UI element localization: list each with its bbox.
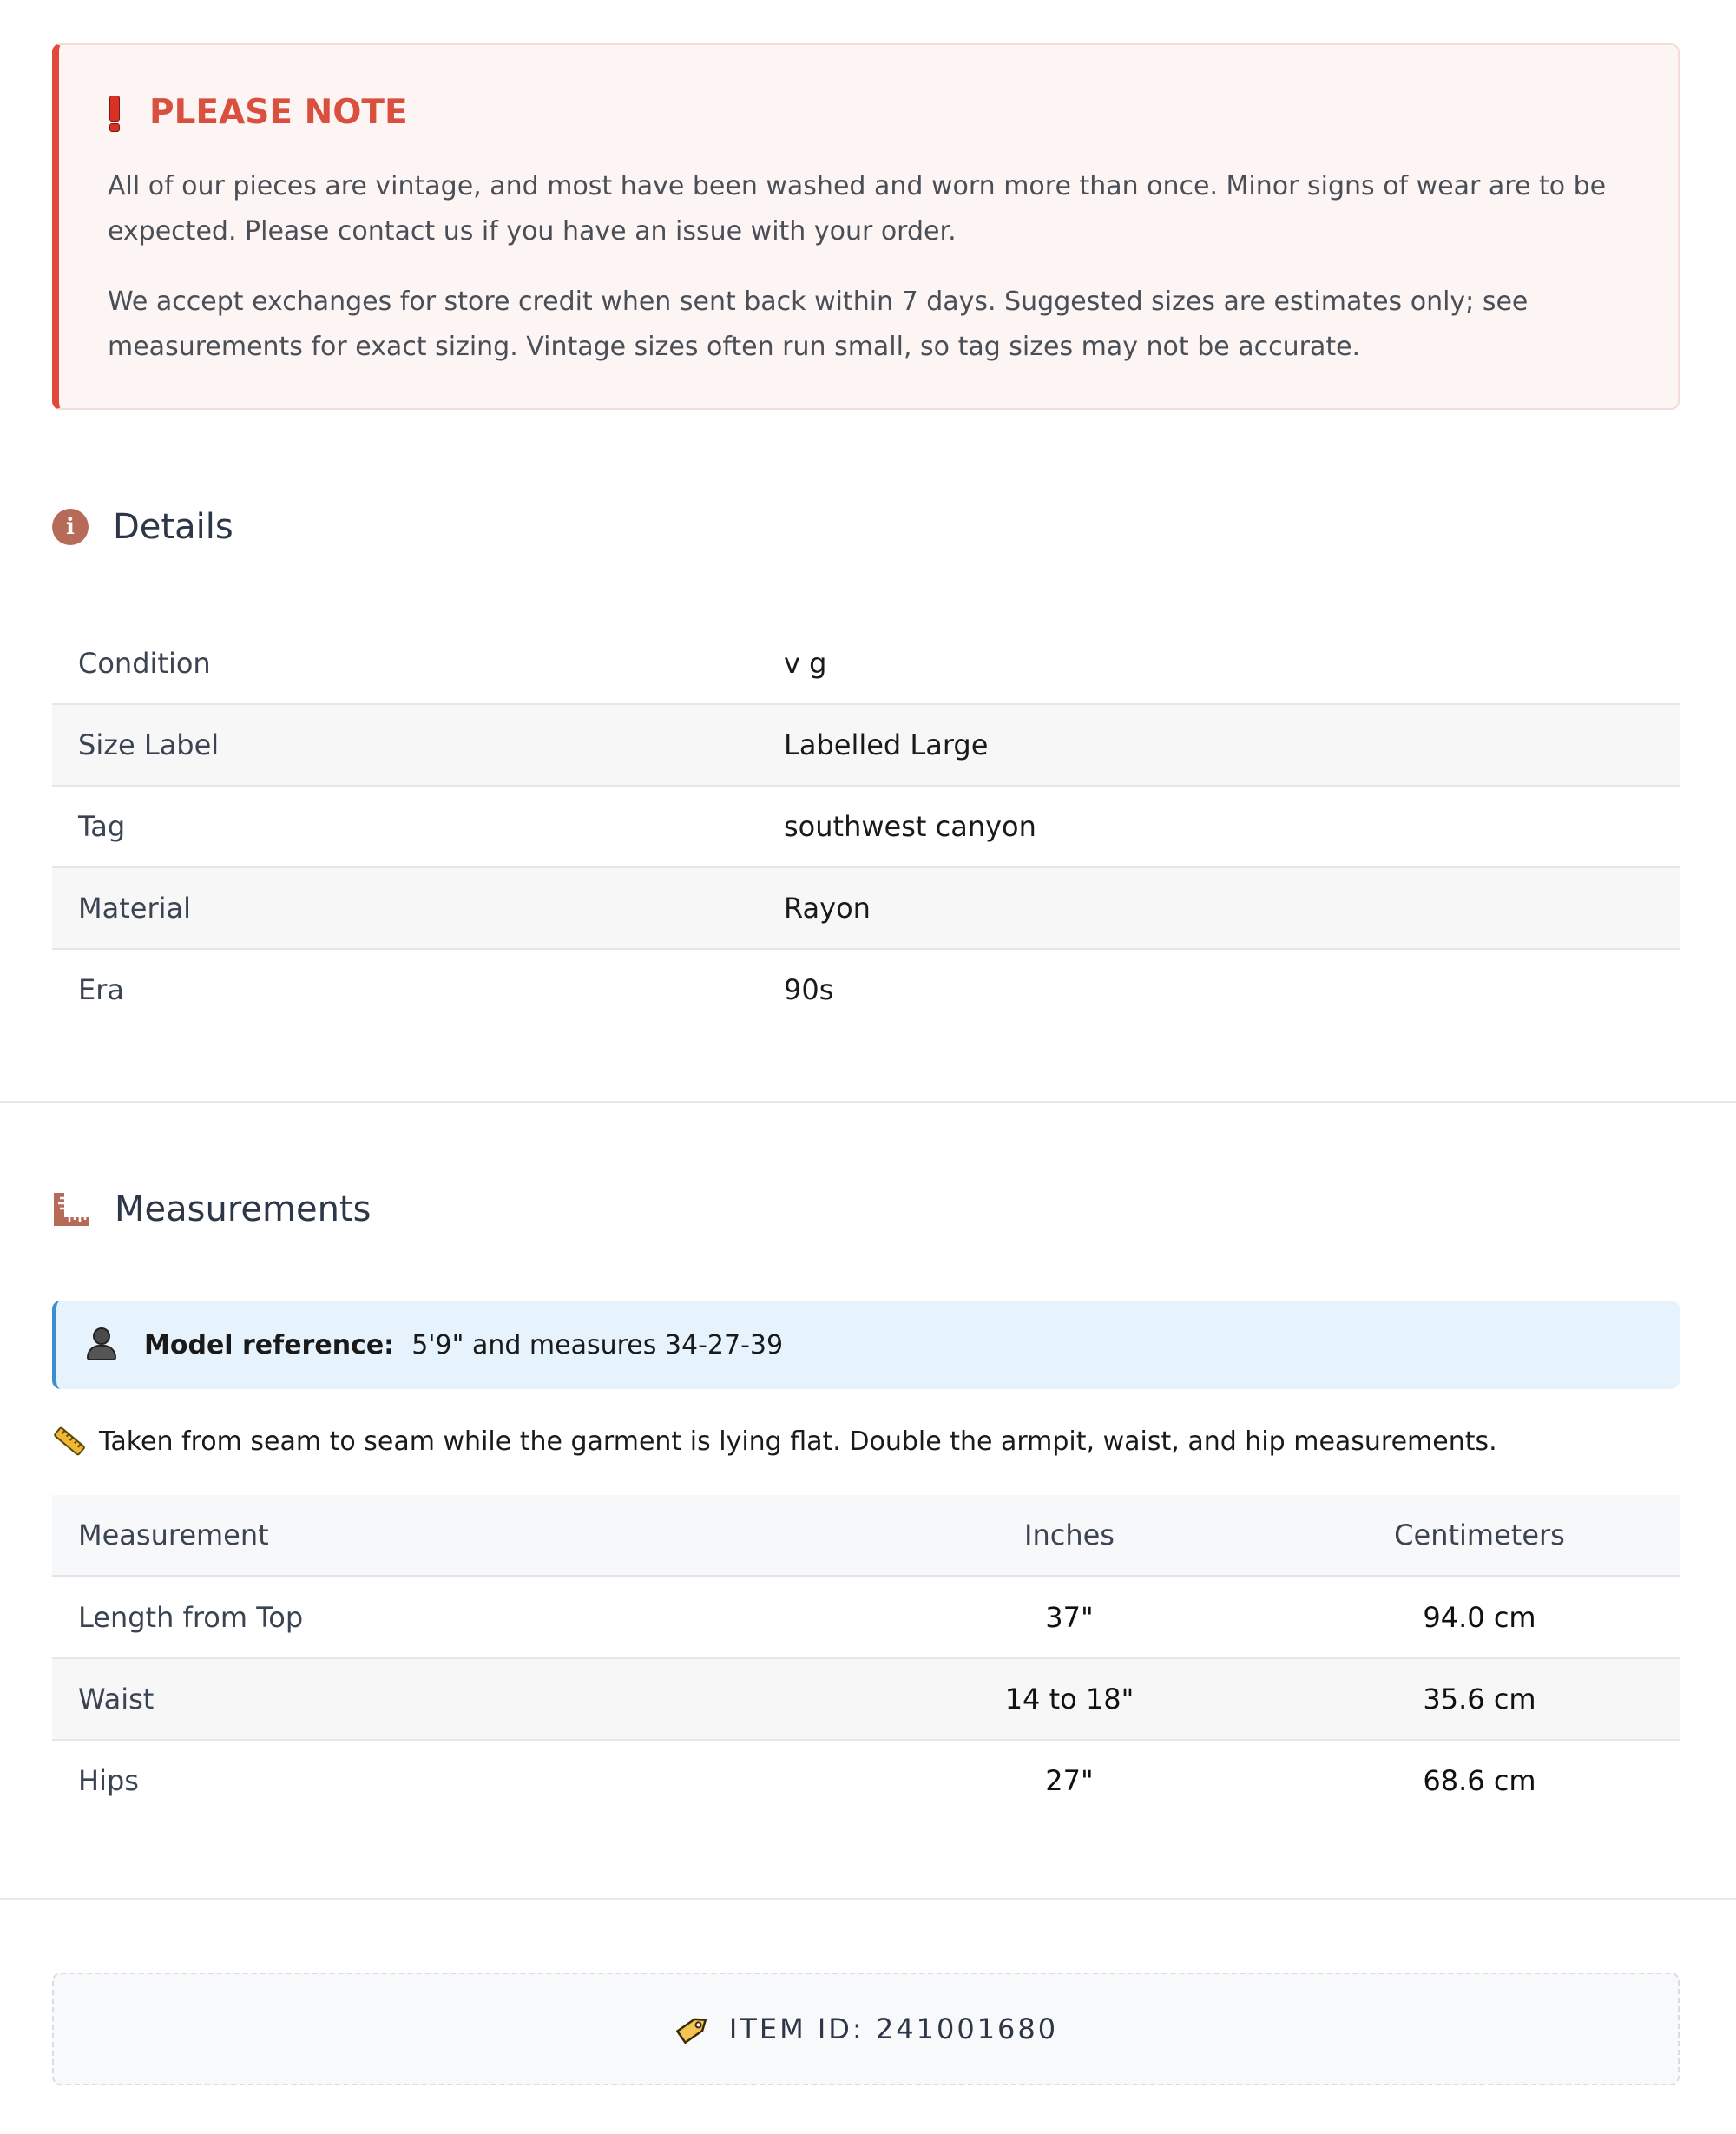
detail-value: southwest canyon — [784, 786, 1680, 867]
detail-value: Rayon — [784, 867, 1680, 949]
notice-paragraph-2: We accept exchanges for store credit when sent back within 7 days. Suggested sizes are estimates only; see measurements for exact sizing. Vintage sizes often run small, so tag sizes may not be accurate. — [108, 287, 1529, 362]
person-icon — [87, 1327, 116, 1362]
section-divider — [0, 1101, 1736, 1103]
measurements-heading — [52, 1189, 371, 1229]
section-divider — [0, 1898, 1736, 1900]
model-reference-label: Model reference: — [144, 1329, 395, 1360]
measurements-heading-text: Measurements — [115, 1189, 372, 1229]
table-header-row — [52, 1495, 1680, 1577]
item-id-text: ITEM ID: 241001680 — [728, 2012, 1059, 2045]
table-row — [52, 1577, 1680, 1659]
ruler-icon — [52, 1191, 90, 1228]
detail-value: Labelled Large — [784, 704, 1680, 786]
measurement-tip-text: Taken from seam to seam while the garment is lying flat. Double the armpit, waist, and hip measurements. — [99, 1426, 1497, 1457]
please-note-box — [52, 43, 1680, 410]
detail-label: Tag — [52, 786, 784, 867]
exclamation-icon — [108, 96, 120, 130]
model-reference-box — [52, 1301, 1680, 1389]
detail-label: Condition — [52, 623, 784, 704]
measurement-cm: 94.0 cm — [1279, 1577, 1680, 1659]
column-header: Measurement — [52, 1495, 859, 1577]
details-table — [52, 623, 1680, 1030]
table-row — [52, 1740, 1680, 1821]
table-row — [52, 786, 1680, 867]
details-heading — [52, 507, 233, 547]
measurement-cm: 35.6 cm — [1279, 1658, 1680, 1740]
measurement-name: Waist — [52, 1658, 859, 1740]
measurements-table — [52, 1495, 1680, 1821]
detail-value: 90s — [784, 973, 834, 1006]
measurement-name: Length from Top — [52, 1577, 859, 1659]
detail-value: v g — [784, 623, 1680, 704]
table-row — [52, 867, 1680, 949]
tag-icon — [674, 2010, 712, 2048]
detail-label: Material — [52, 867, 784, 949]
detail-label: Era — [78, 973, 124, 1006]
measurement-inches: 37" — [859, 1577, 1279, 1659]
model-reference-value: 5'9" and measures 34-27-39 — [411, 1329, 784, 1360]
table-row — [52, 704, 1680, 786]
table-row — [52, 623, 1680, 704]
column-header: Centimeters — [1279, 1495, 1680, 1577]
table-row — [52, 949, 1680, 1030]
measurement-name: Hips — [78, 1764, 139, 1797]
table-row — [52, 1658, 1680, 1740]
column-header: Inches — [859, 1495, 1279, 1577]
measurement-cm: 68.6 cm — [1423, 1764, 1536, 1797]
measurement-tip — [52, 1424, 1497, 1459]
info-icon: i — [52, 509, 89, 545]
measurement-inches: 27" — [1045, 1764, 1094, 1797]
notice-title — [108, 93, 408, 132]
detail-label: Size Label — [52, 704, 784, 786]
ruler-icon — [52, 1424, 87, 1459]
item-id-box — [52, 1973, 1680, 2085]
details-heading-text: Details — [113, 507, 233, 547]
measurement-inches: 14 to 18" — [859, 1658, 1279, 1740]
notice-title-text: PLEASE NOTE — [149, 93, 408, 132]
notice-paragraph-1: All of our pieces are vintage, and most have been washed and worn more than once. Minor signs of wear are to be expected. Please contact us if you have an issue with your order. — [108, 171, 1607, 247]
